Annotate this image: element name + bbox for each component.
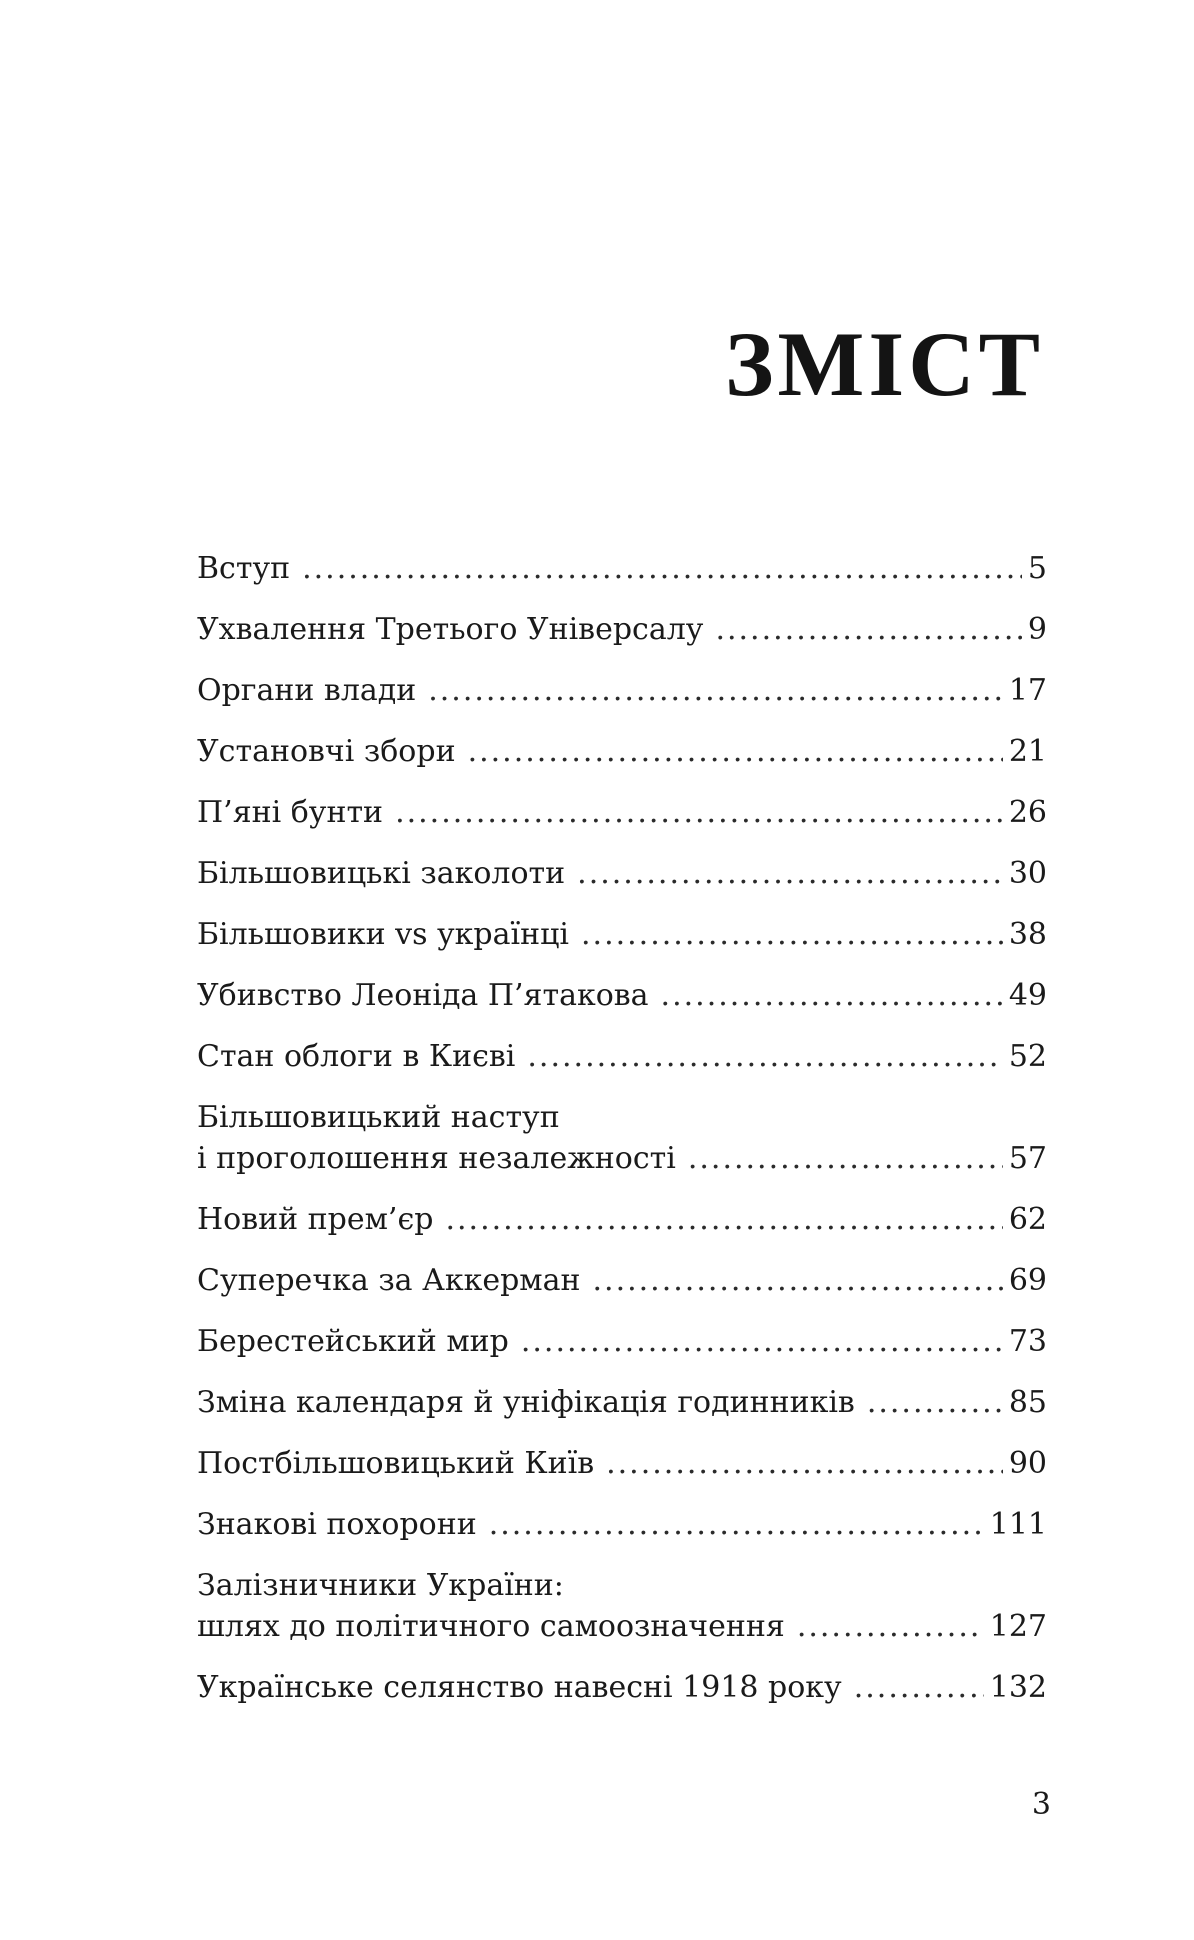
toc-entry-title: Ухвалення Третього Універсалу [197,612,704,647]
toc-entry-page: 90 [1008,1446,1047,1481]
toc-entry-title: Більшовицькі заколоти [197,856,566,891]
toc-entry-title: Українське селянство навесні 1918 року [197,1670,842,1705]
toc-entry-title: Постбільшовицький Київ [197,1446,595,1481]
toc-entry [197,853,1047,894]
dot-leader [688,1138,1003,1179]
dot-leader [521,1321,1003,1362]
toc-entry-title: і проголошення незалежності [197,1141,676,1176]
dot-leader [797,1606,984,1647]
toc-entry [197,609,1047,650]
toc-entry-page: 26 [1008,795,1047,830]
toc-entry [197,670,1047,711]
toc-entry-page: 69 [1008,1263,1047,1298]
toc-entry-title: П’яні бунти [197,795,384,830]
toc-entry-page: 85 [1008,1385,1047,1420]
toc-entry-title-line1: Більшовицький наступ [197,1100,560,1135]
toc-entry [197,1260,1047,1301]
page-title: ЗМІСТ [725,313,1044,415]
dot-leader [867,1382,1003,1423]
dot-leader [854,1667,984,1708]
toc-entry [197,1504,1047,1545]
toc-entry-title: Вступ [197,551,291,586]
dot-leader [527,1036,1002,1077]
dot-leader [445,1199,1002,1240]
toc-entry-page: 38 [1008,917,1047,952]
toc-entry [197,1443,1047,1484]
dot-leader [302,548,1022,589]
toc-entry-title: шлях до політичного самоозначення [197,1609,785,1644]
dot-leader [577,853,1003,894]
toc-entry [197,1097,1047,1179]
toc-entry-title: Органи влади [197,673,417,708]
toc-entry-page: 132 [989,1670,1047,1705]
toc-entry-page: 62 [1008,1202,1047,1237]
page-number: 3 [1031,1787,1051,1822]
toc-entry-title: Суперечка за Аккерман [197,1263,581,1298]
toc-entry-title: Новий прем’єр [197,1202,434,1237]
toc-entry-page: 111 [989,1507,1047,1542]
toc-entry [197,1036,1047,1077]
toc-entry-page: 49 [1008,978,1047,1013]
toc-entry-page: 73 [1008,1324,1047,1359]
toc-entry [197,1667,1047,1708]
dot-leader [468,731,1003,772]
table-of-contents [197,548,1047,1728]
dot-leader [489,1504,984,1545]
toc-entry [197,792,1047,833]
dot-leader [606,1443,1003,1484]
dot-leader [661,975,1003,1016]
toc-entry [197,1199,1047,1240]
dot-leader [581,914,1003,955]
toc-entry-title-line1: Залізничники України: [197,1568,564,1603]
toc-entry [197,1382,1047,1423]
toc-entry [197,548,1047,589]
dot-leader [593,1260,1003,1301]
toc-entry-page: 21 [1008,734,1047,769]
toc-entry-page: 127 [989,1609,1047,1644]
toc-entry-page: 5 [1027,551,1047,586]
toc-entry [197,975,1047,1016]
toc-entry-page: 57 [1008,1141,1047,1176]
toc-entry-title: Знакові похорони [197,1507,477,1542]
toc-entry-title: Більшовики vs українці [197,917,569,952]
toc-entry-title: Установчі збори [197,734,456,769]
toc-entry [197,914,1047,955]
toc-entry [197,1321,1047,1362]
toc-entry-title: Зміна календаря й уніфікація годинників [197,1385,855,1420]
dot-leader [715,609,1021,650]
toc-entry-title: Стан облоги в Києві [197,1039,516,1074]
toc-entry-page: 9 [1027,612,1047,647]
toc-entry [197,731,1047,772]
toc-entry-page: 52 [1008,1039,1047,1074]
dot-leader [428,670,1003,711]
toc-entry [197,1565,1047,1647]
toc-entry-page: 17 [1008,673,1047,708]
toc-entry-title: Берестейський мир [197,1324,509,1359]
dot-leader [395,792,1003,833]
toc-entry-title: Убивство Леоніда П’ятакова [197,978,649,1013]
toc-entry-page: 30 [1008,856,1047,891]
